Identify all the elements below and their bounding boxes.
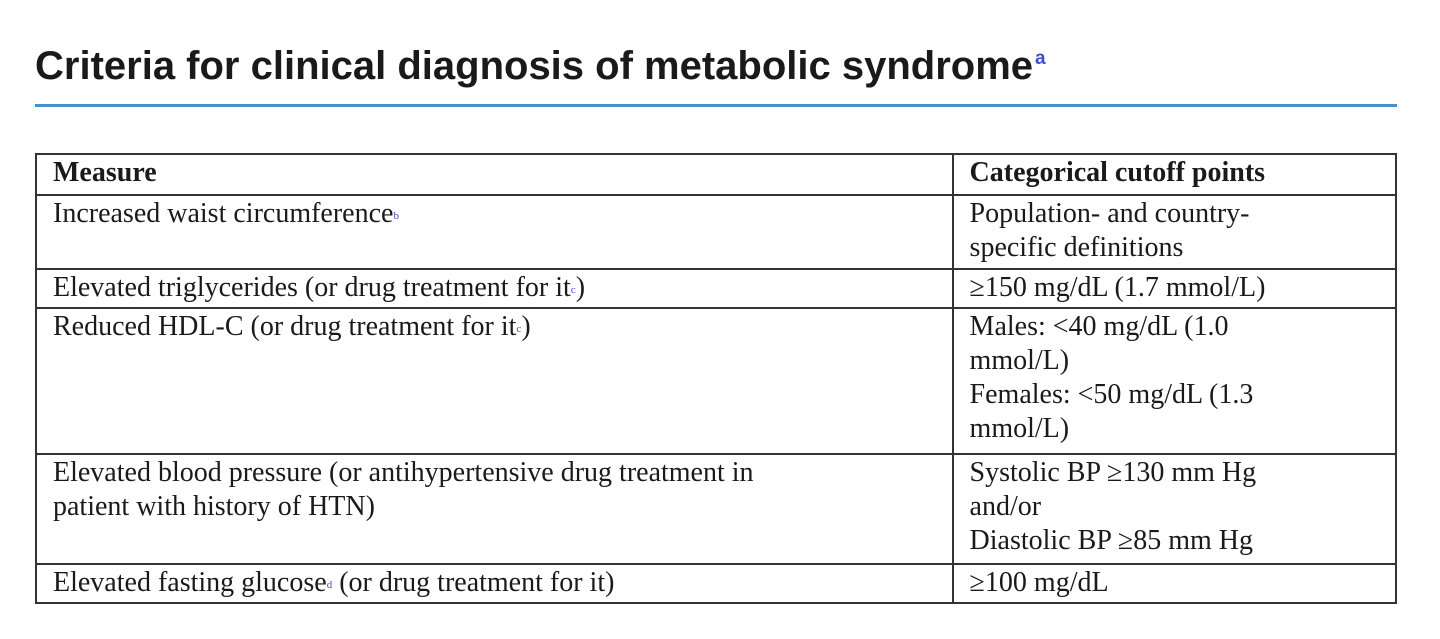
measure-text: Elevated fasting glucose bbox=[53, 567, 327, 598]
measure-cell bbox=[36, 454, 953, 564]
footnote-marker: c bbox=[516, 323, 522, 335]
cutoff-line: Population- and country- bbox=[969, 198, 1250, 229]
measure-text-suffix: (or drug treatment for it) bbox=[332, 567, 615, 598]
table-row bbox=[36, 269, 1396, 308]
cutoff-line: Diastolic BP ≥85 mm Hg bbox=[969, 525, 1253, 556]
cutoff-line: Males: <40 mg/dL (1.0 bbox=[969, 311, 1229, 342]
cutoff-cell bbox=[953, 454, 1396, 564]
measure-text-suffix: ) bbox=[575, 272, 586, 303]
cutoff-line: mmol/L) bbox=[969, 345, 1070, 376]
cutoff-cell bbox=[953, 195, 1396, 269]
column-header-measure: Measure bbox=[36, 154, 953, 195]
cutoff-line: ≥100 mg/dL bbox=[969, 567, 1109, 598]
title-footnote-marker: a bbox=[1035, 48, 1046, 69]
cutoff-line: ≥150 mg/dL (1.7 mmol/L) bbox=[969, 272, 1266, 303]
measure-line: Elevated blood pressure (or antihypertensive drug treatment in bbox=[53, 457, 754, 488]
measure-cell bbox=[36, 564, 953, 603]
title-divider bbox=[35, 104, 1397, 107]
footnote-marker: c bbox=[570, 284, 576, 296]
cutoff-line: mmol/L) bbox=[969, 413, 1070, 444]
cutoff-line: Systolic BP ≥130 mm Hg bbox=[969, 457, 1257, 488]
table-row bbox=[36, 195, 1396, 269]
cutoff-cell bbox=[953, 269, 1396, 308]
measure-cell bbox=[36, 308, 953, 454]
measure-cell bbox=[36, 195, 953, 269]
footnote-marker: b bbox=[393, 210, 399, 222]
table-header-row bbox=[36, 154, 1396, 195]
measure-text-suffix: ) bbox=[521, 311, 531, 342]
page-title bbox=[35, 44, 1046, 89]
table-row bbox=[36, 308, 1396, 454]
measure-cell bbox=[36, 269, 953, 308]
cutoff-cell bbox=[953, 308, 1396, 454]
table-row bbox=[36, 454, 1396, 564]
measure-text: Increased waist circumference bbox=[53, 198, 394, 229]
measure-text: Reduced HDL-C (or drug treatment for it bbox=[53, 311, 517, 342]
cutoff-line: specific definitions bbox=[969, 232, 1184, 263]
cutoff-line: Females: <50 mg/dL (1.3 bbox=[969, 379, 1254, 410]
column-header-cutoff: Categorical cutoff points bbox=[953, 154, 1396, 195]
cutoff-line: and/or bbox=[969, 491, 1042, 522]
measure-text: Elevated triglycerides (or drug treatment for it bbox=[53, 272, 571, 303]
cutoff-cell bbox=[953, 564, 1396, 603]
title-text: Criteria for clinical diagnosis of metabolic syndrome bbox=[35, 44, 1034, 88]
criteria-table bbox=[35, 153, 1397, 604]
table-row bbox=[36, 564, 1396, 603]
measure-line: patient with history of HTN) bbox=[53, 491, 375, 522]
footnote-marker: d bbox=[326, 579, 333, 591]
